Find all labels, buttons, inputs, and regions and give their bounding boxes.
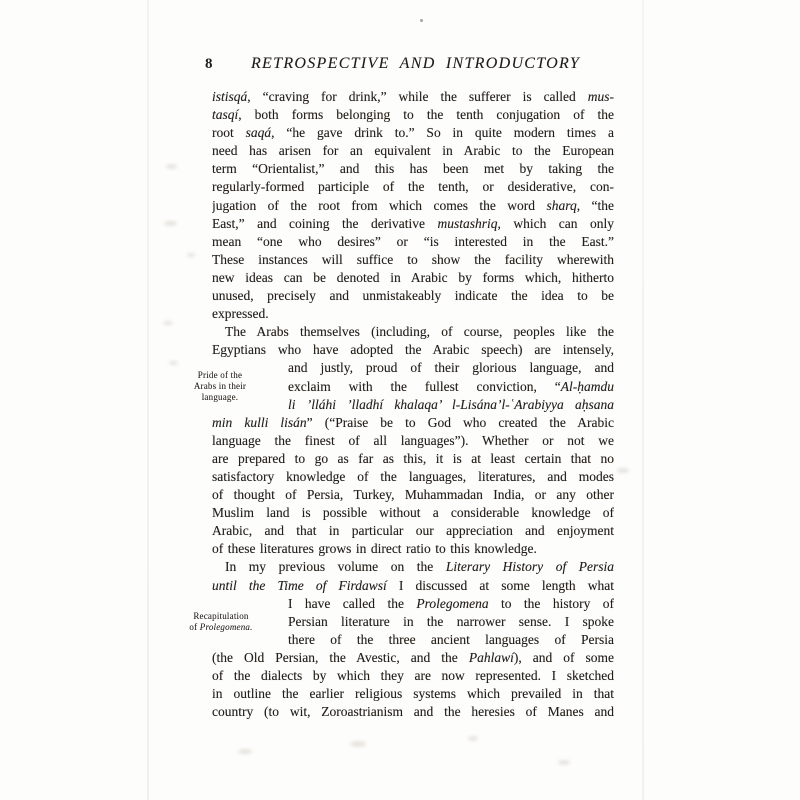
margin-note-line [188, 392, 252, 403]
margin-note-recapitulation [183, 611, 259, 633]
margin-note-line [188, 370, 252, 381]
text-segment: Pride of the [197, 370, 243, 380]
text-line [212, 504, 614, 522]
italic-text-segment: tasqí [212, 107, 239, 123]
margin-note-line [183, 622, 259, 633]
text-line [212, 341, 614, 359]
text-line [212, 468, 614, 486]
text-line [212, 414, 614, 432]
italic-text-segment: Literary History of Persia [445, 559, 614, 575]
text-line [212, 649, 614, 667]
text-line [212, 305, 614, 323]
text-line [212, 251, 614, 269]
page-left-edge-line [147, 0, 149, 800]
scan-speck [420, 19, 423, 22]
running-title: RETROSPECTIVE AND INTRODUCTORY [250, 55, 581, 72]
scan-smudge [617, 468, 629, 473]
margin-note-line [188, 381, 252, 392]
text-line [212, 667, 614, 685]
scan-smudge [238, 749, 252, 754]
text-line [212, 233, 614, 251]
text-line [212, 432, 614, 450]
text-segment: language the finest of all languages”). Whether or not we [212, 432, 614, 448]
text-line [212, 540, 614, 558]
text-segment: of [189, 621, 200, 632]
text-segment: jugation of the root from which comes the word [212, 197, 547, 213]
text-segment: , which can only [497, 215, 614, 231]
text-segment: Egyptians who have adopted the Arabic speech) are intensely, [212, 342, 614, 358]
text-line [288, 359, 614, 377]
scan-smudge [558, 760, 570, 765]
text-segment: Recapitulation [193, 611, 249, 621]
text-segment: ” (“Praise be to God who created the Arabic [306, 414, 614, 430]
italic-text-segment: mus- [587, 89, 614, 104]
text-line [212, 106, 614, 124]
text-line [212, 323, 614, 341]
text-segment: are prepared to go as far as this, it is at least certain that no [212, 450, 614, 466]
text-segment: ), and of some [513, 649, 614, 665]
text-segment: regularly-formed participle of the tenth, or desiderative, con- [212, 179, 614, 195]
text-line [288, 396, 614, 414]
italic-text-segment: Pahlawí [468, 649, 514, 665]
text-line [212, 703, 614, 721]
text-segment: satisfactory knowledge of the languages, literatures, and modes [212, 468, 614, 484]
text-segment: , “he gave drink to.” So in quite modern times a [271, 125, 614, 141]
text-segment: I discussed at some length what [386, 577, 614, 593]
text-line [212, 269, 614, 287]
text-segment: East,” and coining the derivative [212, 215, 438, 231]
scan-smudge [164, 221, 177, 226]
text-line [212, 577, 614, 595]
text-segment: language. [201, 391, 239, 402]
text-segment: need has arisen for an equivalent in Arabic to the European [212, 143, 614, 159]
italic-text-segment: until the Time of Firdawsí [212, 577, 387, 593]
scan-smudge [187, 253, 195, 257]
text-line [212, 197, 614, 215]
text-line [288, 613, 614, 631]
italic-text-segment: saqá [245, 125, 272, 141]
text-line [212, 160, 614, 178]
page-right-edge-line [642, 0, 644, 800]
text-segment: In my previous volume on the [225, 559, 446, 575]
text-line [212, 287, 614, 305]
text-segment: and justly, proud of their glorious language, and [288, 360, 614, 376]
margin-note-pride-of-arabs [188, 370, 252, 402]
margin-note-line [183, 611, 259, 622]
text-segment: The Arabs themselves (including, of course, peoples like the [225, 324, 614, 340]
scan-smudge [163, 321, 173, 325]
scan-smudge [350, 741, 366, 747]
text-line [212, 124, 614, 142]
text-segment: Muslim land is possible without a considerable knowledge of [212, 505, 614, 521]
scan-smudge [468, 736, 478, 741]
text-segment: new ideas can be denoted in Arabic by forms which, hitherto [212, 269, 614, 285]
text-line [288, 631, 614, 649]
text-segment: in outline the earlier religious systems which prevailed in that [212, 686, 614, 702]
italic-text-segment: mustashriq [437, 215, 498, 231]
text-segment: to the history of [488, 595, 614, 611]
text-line [212, 450, 614, 468]
text-segment: country (to wit, Zoroastrianism and the heresies of Manes and [212, 704, 614, 720]
text-segment: (the Old Persian, the Avestic, and the [212, 649, 469, 665]
text-segment: term “Orientalist,” and this has been met by taking the [212, 161, 614, 177]
italic-text-segment: sharq [546, 197, 577, 213]
page-number: 8 [205, 56, 213, 72]
text-line [288, 595, 614, 613]
text-segment: , “the [576, 197, 614, 213]
text-segment: Arabic, and that in particular our appreciation and enjoyment [212, 523, 614, 539]
text-line [212, 522, 614, 540]
text-segment: of the dialects by which they are now represented. I sketched [212, 668, 614, 683]
scan-smudge [166, 164, 177, 169]
text-segment: Arabs in their [193, 380, 247, 391]
text-segment: of these literatures grows in direct ratio to this knowledge. [212, 541, 537, 557]
text-segment: mean “one who desires” or “is interested in the East.” [212, 233, 614, 249]
text-line [212, 685, 614, 703]
scan-smudge [169, 361, 178, 365]
text-line [212, 486, 614, 504]
text-line [288, 378, 614, 396]
italic-text-segment: Al-ḥamdu [560, 378, 614, 394]
italic-text-segment: Prolegomena. [199, 621, 253, 632]
page-header [205, 55, 612, 77]
italic-text-segment: min kulli lisán [212, 414, 307, 430]
text-line [212, 142, 614, 160]
body-text [212, 88, 614, 721]
text-line [212, 215, 614, 233]
text-line [212, 178, 614, 196]
text-segment: expressed. [212, 306, 269, 322]
text-segment: I have called the [288, 595, 417, 611]
text-segment: exclaim with the fullest conviction, “ [288, 378, 561, 394]
text-line [212, 558, 614, 576]
text-line [212, 88, 614, 106]
text-segment: Persian literature in the narrower sense. I spoke [288, 613, 614, 629]
text-segment: unused, precisely and unmistakeably indicate the idea to be [212, 288, 614, 304]
text-segment: These instances will suffice to show the facility wherewith [212, 251, 614, 267]
text-segment: of thought of Persia, Turkey, Muhammadan India, or any other [212, 487, 614, 503]
text-segment: , both forms belonging to the tenth conjugation of the [238, 107, 614, 123]
text-segment: root [212, 125, 246, 141]
italic-text-segment: li ’lláhi ’lladhí khalaqa’ l-Lisána’l-ʿArabiyya aḥsana [288, 396, 614, 412]
text-segment: , “craving for drink,” while the sufferer is called [247, 89, 588, 104]
text-segment: there of the three ancient languages of Persia [288, 631, 614, 647]
italic-text-segment: Prolegomena [416, 595, 489, 611]
italic-text-segment: istisqá [212, 89, 248, 104]
